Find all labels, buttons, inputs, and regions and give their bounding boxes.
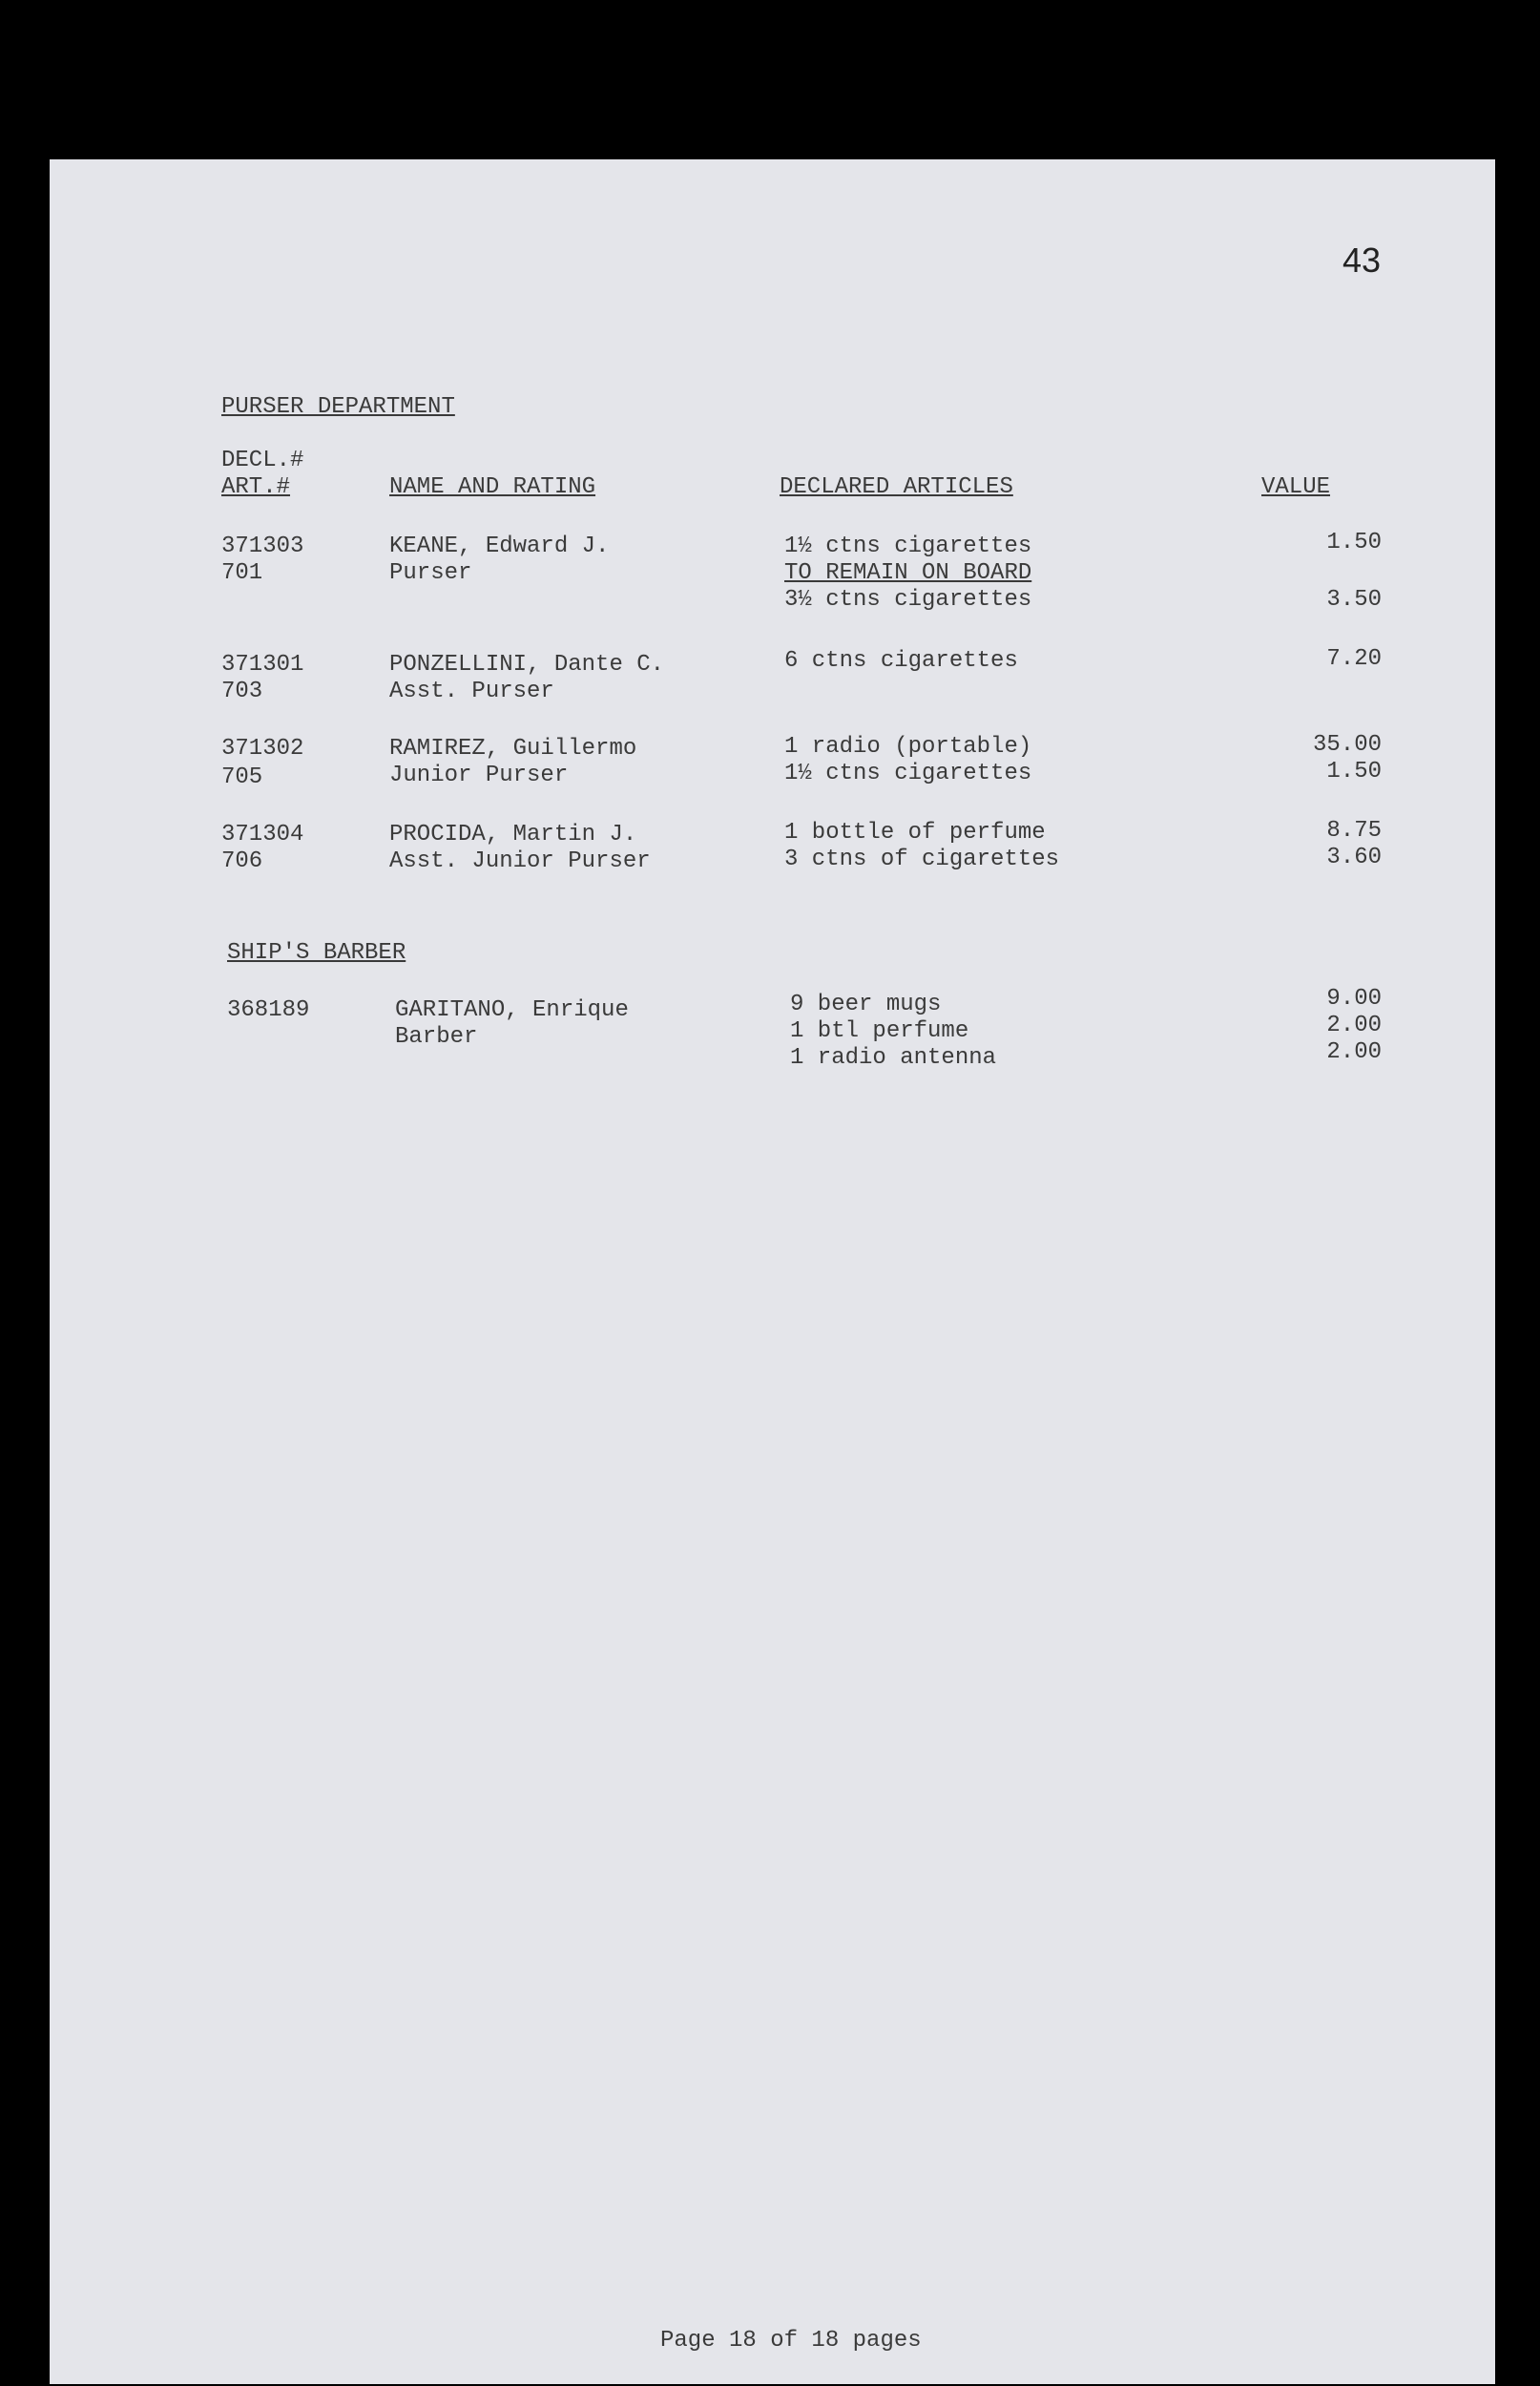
header-name-rating: NAME AND RATING	[389, 474, 596, 500]
art-number: 706	[221, 848, 263, 874]
article-value: 3.60	[1326, 845, 1382, 870]
decl-number: 371301	[221, 652, 304, 678]
art-number: 705	[221, 764, 263, 790]
crew-name: PROCIDA, Martin J.	[389, 822, 637, 848]
section-title-barber: SHIP'S BARBER	[227, 940, 406, 966]
crew-rating: Asst. Junior Purser	[389, 848, 651, 874]
article-value: 8.75	[1326, 818, 1382, 844]
article-item: 1 radio antenna	[790, 1045, 997, 1071]
crew-name: RAMIREZ, Guillermo	[389, 736, 637, 762]
decl-number: 371304	[221, 822, 304, 848]
header-declared-articles: DECLARED ARTICLES	[780, 474, 1013, 500]
article-item: 1½ ctns cigarettes	[784, 761, 1032, 786]
header-value: VALUE	[1261, 474, 1331, 500]
article-item: 9 beer mugs	[790, 992, 942, 1017]
article-note: TO REMAIN ON BOARD	[784, 560, 1032, 586]
article-value: 2.00	[1326, 1013, 1382, 1038]
article-item: 3 ctns of cigarettes	[784, 847, 1060, 872]
article-value: 9.00	[1326, 986, 1382, 1012]
crew-name: PONZELLINI, Dante C.	[389, 652, 665, 678]
crew-rating: Purser	[389, 560, 472, 586]
document-page	[50, 159, 1495, 2384]
crew-name: GARITANO, Enrique	[395, 997, 629, 1023]
article-item: 3½ ctns cigarettes	[784, 587, 1032, 613]
crew-rating: Asst. Purser	[389, 679, 554, 704]
page-number: 43	[1342, 241, 1382, 280]
article-value: 3.50	[1326, 587, 1382, 613]
header-decl: DECL.#	[221, 448, 304, 473]
article-value: 2.00	[1326, 1039, 1382, 1065]
article-value: 1.50	[1326, 530, 1382, 555]
crew-rating: Junior Purser	[389, 763, 569, 788]
article-value: 7.20	[1326, 646, 1382, 672]
art-number: 701	[221, 560, 263, 586]
article-item: 1 radio (portable)	[784, 734, 1032, 760]
article-item: 1 btl perfume	[790, 1018, 969, 1044]
crew-name: KEANE, Edward J.	[389, 534, 610, 559]
page-footer: Page 18 of 18 pages	[660, 2328, 922, 2354]
section-title-purser: PURSER DEPARTMENT	[221, 394, 455, 420]
article-value: 1.50	[1326, 759, 1382, 785]
decl-number: 368189	[227, 997, 310, 1023]
article-item: 1½ ctns cigarettes	[784, 534, 1032, 559]
article-item: 1 bottle of perfume	[784, 820, 1046, 846]
decl-number: 371303	[221, 534, 304, 559]
article-value: 35.00	[1312, 732, 1382, 758]
decl-number: 371302	[221, 736, 304, 762]
crew-rating: Barber	[395, 1024, 478, 1050]
art-number: 703	[221, 679, 263, 704]
header-art: ART.#	[221, 474, 291, 500]
article-item: 6 ctns cigarettes	[784, 648, 1018, 674]
